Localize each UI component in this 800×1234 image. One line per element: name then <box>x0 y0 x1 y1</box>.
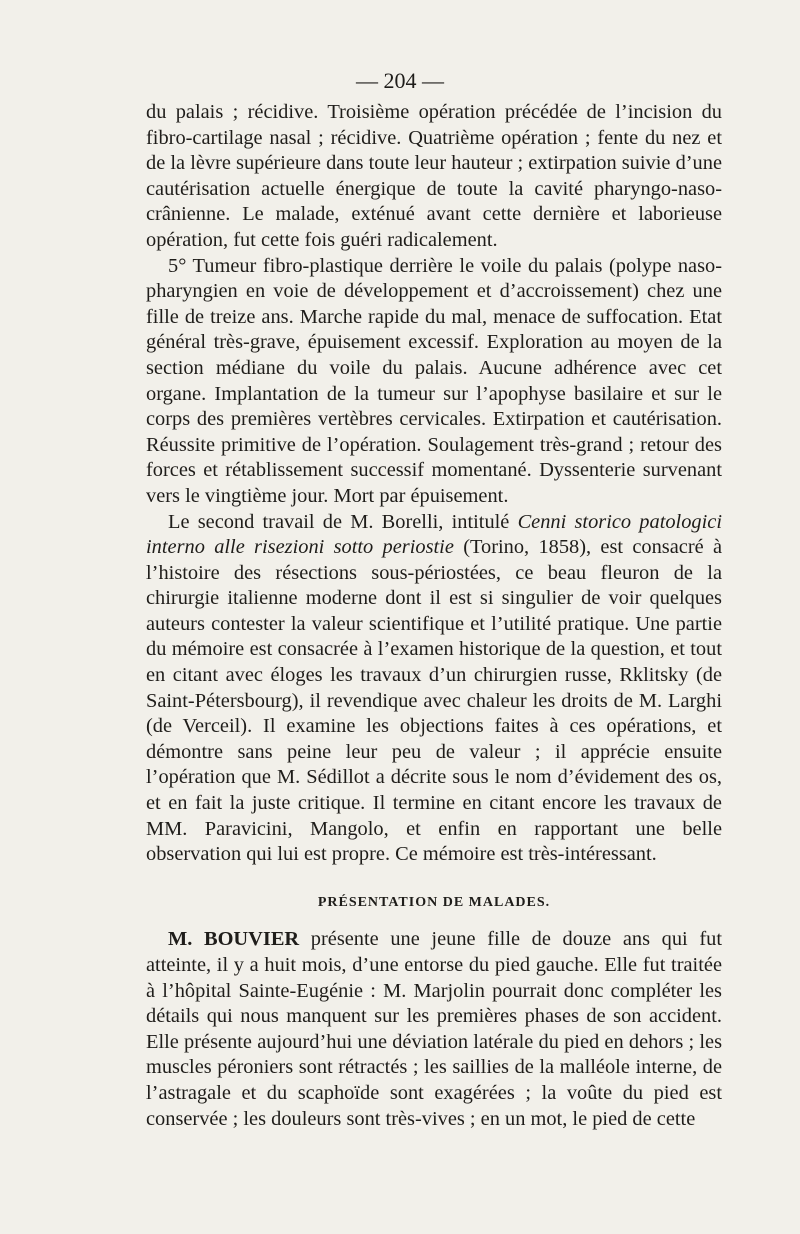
paragraph-borelli-intro: Le second travail de M. Borelli, intitulé <box>168 510 518 533</box>
paragraph-borelli <box>146 510 722 868</box>
section-heading: PRÉSENTATION DE MALADES. <box>317 894 551 910</box>
paragraph-bouvier <box>146 927 722 1132</box>
work-title: Cenni storico patologici interno alle risezioni sotto periostie <box>146 510 722 559</box>
paragraph-case-5: 5° Tumeur fibro-plastique derrière le voile du palais (polype naso-pharyngien en voie de développement et d’accroissement) chez une fille de treize ans. Marche rapide du mal, menace de suffocation. Etat général très-grave, épuisement excessif. Exploration au moyen de la section médiane du voile du palais. Aucune adhérence avec cet organe. Implantation de la tumeur sur l’apophyse basilaire et sur le corps des premières vertèbres cervicales. Extirpation et cautérisation. Réussite primitive de l’opération. Soulagement très-grand ; retour des forces et rétablissement successif momentané. Dyssenterie survenant vers le vingtième jour. Mort par épuisement. <box>146 254 722 507</box>
paragraph-borelli-body: (Torino, 1858), est consacré à l’histoire des résections sous-périostées, ce beau fleuron de la chirurgie italienne moderne dont il est si singulier de voir quelques auteurs contester la valeur scientifique et l’utilité pratique. Une partie du mémoire est consacrée à l’examen historique de la question, et tout en citant avec éloges les travaux d’un chirurgien russe, Rklitsky (de Saint-Pétersbourg), il revendique avec chaleur les droits de M. Larghi (de Verceil). Il examine les objections faites à ces opérations, et démontre sans peine leur peu de valeur ; il apprécie ensuite l’opération que M. Sédillot a décrite sous le nom d’évidement des os, et en fait la juste critique. Il termine en citant encore les travaux de MM. Paravicini, Mangolo, et enfin en rapportant une belle observation qui lui est propre. Ce mémoire est très-intéressant. <box>146 536 723 866</box>
paragraph-bouvier-body: présente une jeune fille de douze ans qui fut atteinte, il y a huit mois, d’une entorse du pied gauche. Elle fut traitée à l’hôpital Sainte-Eugénie : M. Marjolin pourrait donc compléter les détails qui nous manquent sur les premières phases de son accident. Elle présente aujourd’hui une déviation latérale du pied en dehors ; les muscles péroniers sont rétractés ; les saillies de la malléole interne, de l’astragale et du scaphoïde sont exagérées ; la voûte du pied est conservée ; les douleurs sont très-vives ; en un mot, le pied de cette <box>146 928 722 1130</box>
speaker-name: M. BOUVIER <box>168 928 300 951</box>
page-number: — 204 — <box>356 68 444 93</box>
paragraph-continuation: du palais ; récidive. Troisième opération précédée de l’incision du fibro-cartilage nasal ; récidive. Quatrième opération ; fente du nez et de la lèvre supérieure dans toute leur hauteur ; extirpation suivie d’une cautérisation actuelle énergique de toute la cavité pharyngo-naso-crânienne. Le malade, exténué avant cette dernière et laborieuse opération, fut cette fois guéri radicalement. <box>146 101 722 251</box>
text-column <box>146 100 722 1132</box>
